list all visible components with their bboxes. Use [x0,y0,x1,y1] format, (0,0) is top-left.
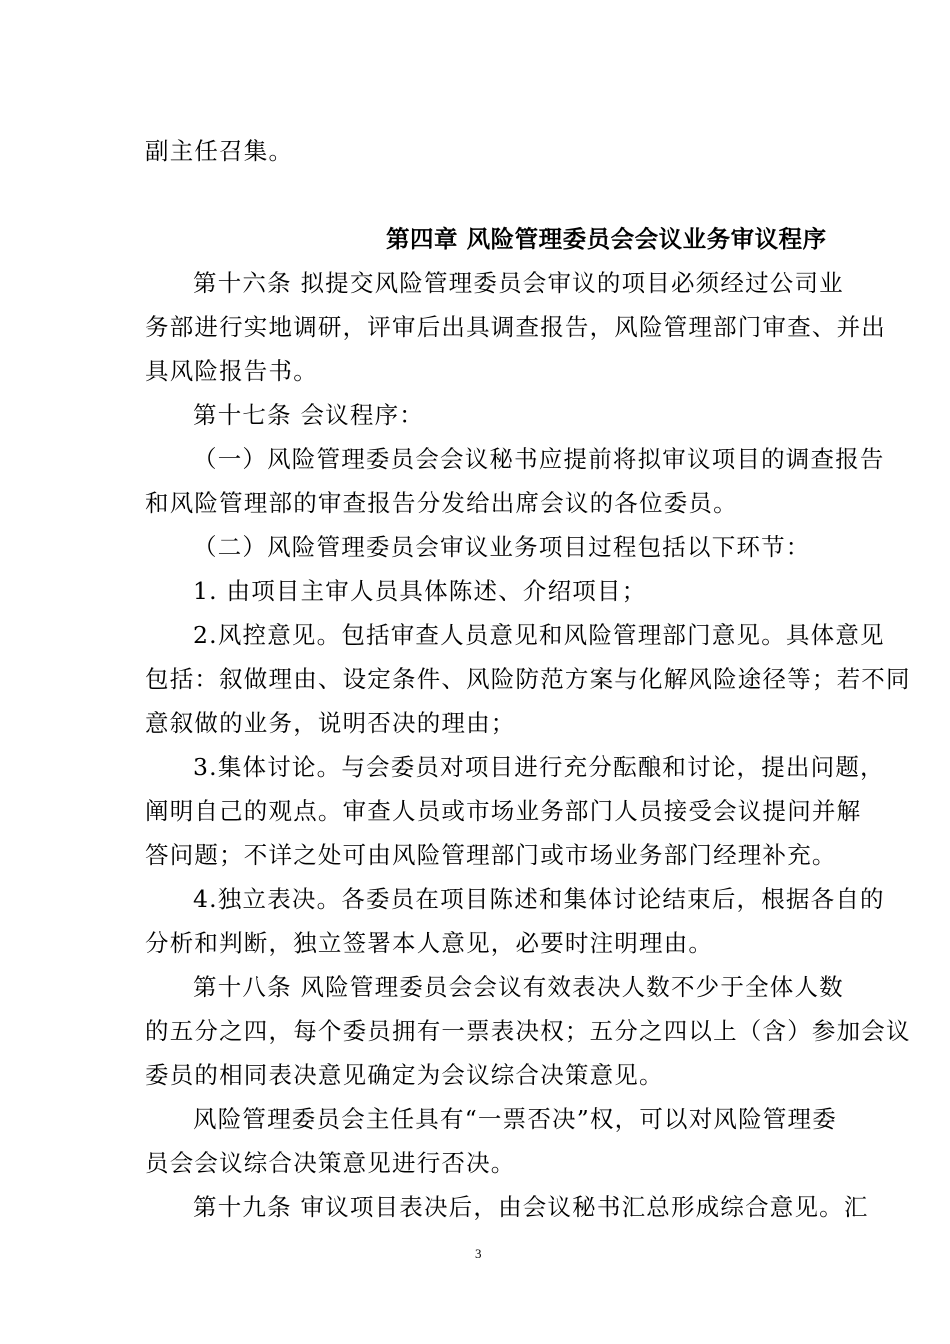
list-item: 3.集体讨论。与会委员对项目进行充分酝酿和讨论，提出问题， [193,753,885,781]
page-number: 3 [475,1246,482,1261]
paragraph-line: 副主任召集。 [145,137,294,165]
list-item: 2.风控意见。包括审查人员意见和风险管理部门意见。具体意见 [193,621,885,649]
article-17-line: 第十七条 会议程序： [193,401,424,429]
paragraph-line: 分析和判断，独立签署本人意见，必要时注明理由。 [145,929,714,957]
paragraph-line: （一）风险管理委员会会议秘书应提前将拟审议项目的调查报告 [193,445,885,473]
paragraph-line: 员会会议综合决策意见进行否决。 [145,1149,516,1177]
article-19-line: 第十九条 审议项目表决后，由会议秘书汇总形成综合意见。汇 [193,1193,869,1221]
list-item: 4.独立表决。各委员在项目陈述和集体讨论结束后，根据各自的 [193,885,885,913]
chapter-heading: 第四章 风险管理委员会会议业务审议程序 [386,225,827,253]
paragraph-line: 的五分之四，每个委员拥有一票表决权；五分之四以上（含）参加会议 [145,1017,911,1045]
paragraph-line: 务部进行实地调研，评审后出具调查报告，风险管理部门审查、并出 [145,313,886,341]
paragraph-line: 委员的相同表决意见确定为会议综合决策意见。 [145,1061,664,1089]
paragraph-line: 具风险报告书。 [145,357,318,385]
paragraph-line: 阐明自己的观点。审查人员或市场业务部门人员接受会议提问并解 [145,797,862,825]
paragraph-line: 和风险管理部的审查报告分发给出席会议的各位委员。 [145,489,738,517]
list-item: 1. 由项目主审人员具体陈述、介绍项目； [193,577,647,605]
paragraph-line: （二）风险管理委员会审议业务项目过程包括以下环节： [193,533,811,561]
paragraph-line: 风险管理委员会主任具有“一票否决”权，可以对风险管理委 [193,1105,837,1133]
paragraph-line: 意叙做的业务，说明否决的理由； [145,709,516,737]
article-16-line: 第十六条 拟提交风险管理委员会审议的项目必须经过公司业 [193,269,844,297]
article-18-line: 第十八条 风险管理委员会会议有效表决人数不少于全体人数 [193,973,844,1001]
paragraph-line: 包括：叙做理由、设定条件、风险防范方案与化解风险途径等；若不同 [145,665,911,693]
paragraph-line: 答问题；不详之处可由风险管理部门或市场业务部门经理补充。 [145,841,837,869]
